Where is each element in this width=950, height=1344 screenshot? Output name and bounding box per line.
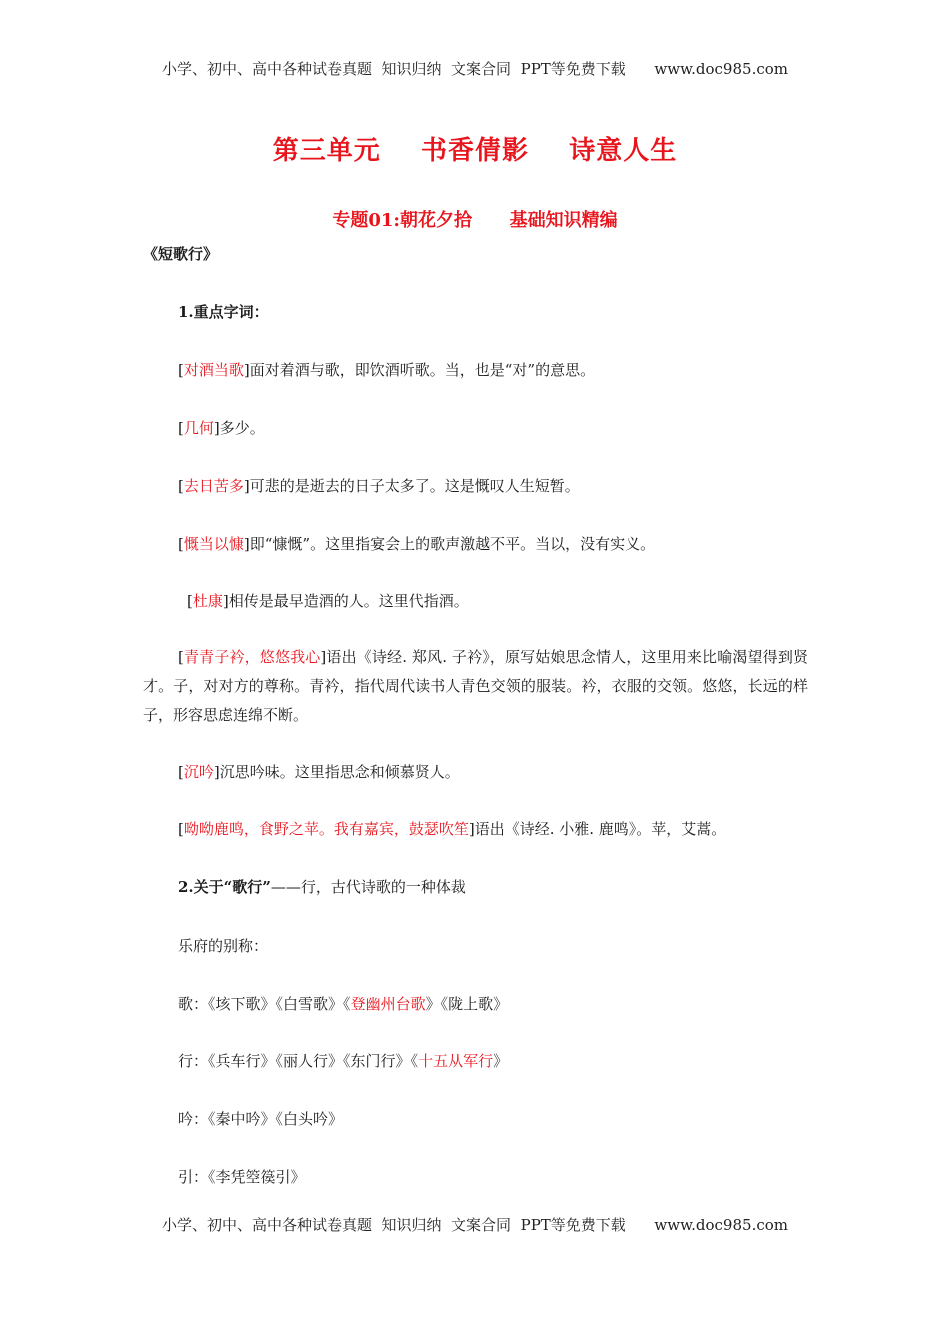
- page-header: 小学、初中、高中各种试卷真题 知识归纳 文案合同 PPT等免费下载 www.doc985.com: [161, 60, 788, 78]
- entry-def: 相传是最早造酒的人。这里代指酒。: [228, 592, 469, 610]
- entry-term: 去日苦多: [183, 477, 244, 495]
- yuefu-intro: 乐府的别称：: [178, 937, 269, 955]
- title-item: 《垓下歌》: [208, 995, 276, 1013]
- entry-def: 多少。: [219, 419, 265, 437]
- entry-3: [慨当以慷]即“慷慨”。这里指宴会上的歌声激越不平。当以，没有实义。: [178, 535, 656, 553]
- entry-7: [呦呦鹿鸣，食野之苹。我有嘉宾，鼓瑟吹笙]语出《诗经. 小雅. 鹿鸣》。苹，艾蒿。: [178, 820, 727, 838]
- unit-title: 第三单元 书香倩影 诗意人生: [272, 136, 678, 166]
- poem-title: 《短歌行》: [143, 245, 219, 263]
- section2-heading-bold: 2.关于“歌行”: [178, 878, 271, 896]
- genre-yin: [178, 1109, 343, 1129]
- title-item: 《东门行》: [343, 1052, 411, 1070]
- entry-def: 即“慷慨”。这里指宴会上的歌声激越不平。当以，没有实义。: [249, 535, 656, 553]
- genre-label: 引：: [178, 1168, 209, 1186]
- entry-term: 沉吟: [183, 763, 214, 781]
- entry-1: [几何]多少。: [178, 419, 265, 437]
- entry-def: 可悲的是逝去的日子太多了。这是慨叹人生短暂。: [249, 477, 580, 495]
- entry-4: [杜康]相传是最早造酒的人。这里代指酒。: [187, 592, 469, 610]
- entry-def: 语出《诗经. 郑风. 子衿》，原写姑娘思念情人，这里用来比喻渴望得到贤才。子，对对方的尊称。青衿，指代周代读书人青色交领的服装。衿，衣服的交领。悠悠，长远的样子，形容思虑连绵不断。: [143, 648, 808, 724]
- entry-term: 呦呦鹿鸣，食野之苹。我有嘉宾，鼓瑟吹笙: [183, 820, 469, 838]
- title-item: 《丽人行》: [275, 1052, 344, 1070]
- section2-heading: [178, 877, 466, 897]
- genre-xing: 行：《兵车行》《丽人行》《东门行》《十五从军行》: [178, 1052, 509, 1070]
- page-footer: 小学、初中、高中各种试卷真题 知识归纳 文案合同 PPT等免费下载 www.doc985.com: [161, 1216, 788, 1234]
- section1-heading: 1.重点字词：: [178, 303, 269, 321]
- title-item: 《陇上歌》: [440, 995, 509, 1013]
- genre-ge: 歌：《垓下歌》《白雪歌》《登幽州台歌》《陇上歌》: [178, 995, 509, 1013]
- entry-2: [去日苦多]可悲的是逝去的日子太多了。这是慨叹人生短暂。: [178, 477, 580, 495]
- title-item: 《兵车行》: [208, 1052, 276, 1070]
- entry-5: [青青子衿，悠悠我心]语出《诗经. 郑风. 子衿》，原写姑娘思念情人，这里用来比喻渴望得到贤才。子，对对方的尊称。青衿，指代周代读书人青色交领的服装。衿，衣服的交领。悠悠，长远的样子，形容思虑连绵不断。: [143, 648, 808, 724]
- genre-label: 吟：: [178, 1110, 209, 1128]
- title-item: 《白头吟》: [275, 1110, 344, 1128]
- title-item-highlight: 登幽州台歌: [350, 995, 426, 1013]
- title-item: 《秦中吟》: [208, 1110, 276, 1128]
- entry-def: 沉思吟味。这里指思念和倾慕贤人。: [219, 763, 460, 781]
- genre-yinx: [178, 1167, 306, 1187]
- topic-subtitle: 专题01:朝花夕拾 基础知识精编: [332, 210, 618, 231]
- entry-term: 杜康: [192, 592, 223, 610]
- genre-label: 歌：: [178, 995, 209, 1013]
- entry-term: 慨当以慷: [183, 535, 244, 553]
- entry-term: 青青子衿，悠悠我心: [183, 648, 321, 666]
- entry-term: 几何: [183, 419, 214, 437]
- section2-heading-rest: ——行，古代诗歌的一种体裁: [270, 878, 466, 896]
- entry-def: 语出《诗经. 小雅. 鹿鸣》。苹，艾蒿。: [474, 820, 727, 838]
- title-item: 《白雪歌》: [275, 995, 344, 1013]
- entry-def: 面对着酒与歌，即饮酒听歌。当，也是“对”的意思。: [249, 361, 596, 379]
- title-item: 《李凭箜篌引》: [208, 1168, 306, 1186]
- entry-term: 对酒当歌: [183, 361, 244, 379]
- title-item-highlight: 十五从军行: [418, 1052, 494, 1070]
- entry-0: [对酒当歌]面对着酒与歌，即饮酒听歌。当，也是“对”的意思。: [178, 361, 596, 379]
- genre-label: 行：: [178, 1052, 209, 1070]
- entry-6: [沉吟]沉思吟味。这里指思念和倾慕贤人。: [178, 763, 460, 781]
